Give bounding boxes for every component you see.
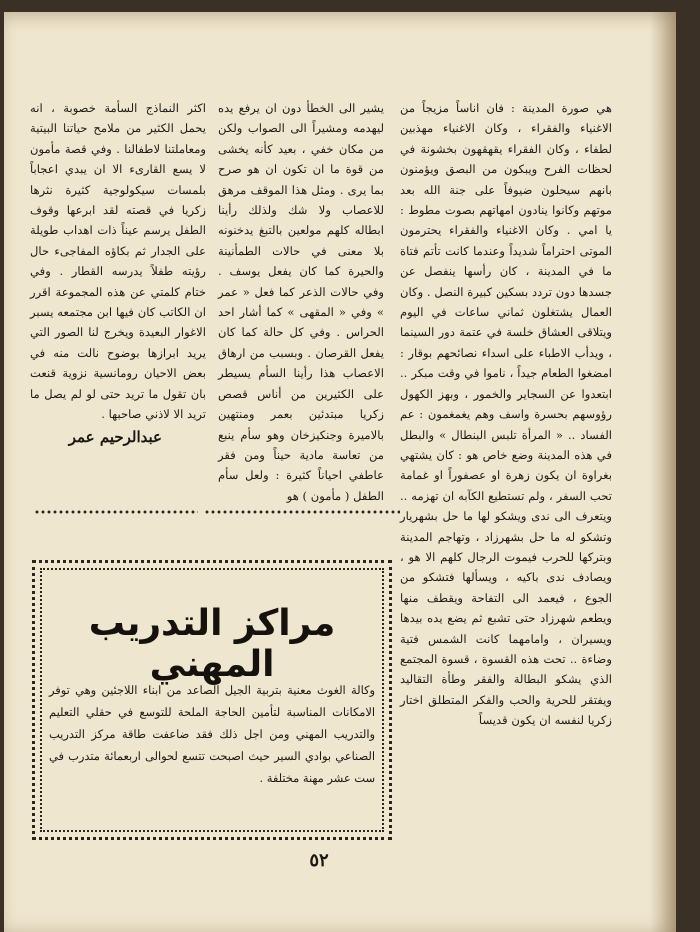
article-paragraph: اكثر النماذج السأمة خصوبة ، انه يحمل الكثير من ملامح حياتنا البيتية ومعاملتنا لاطفالنا . وفي قصة مأمون لا يسع القارىء الا ان يبدي اعجاباً بلمسات سيكولوجية كثيرة نثرها زكريا في قصته لقد ابرعها وقوف الطفل يرسم عيناً ذات اهداب طويلة على الجدار ثم بكاؤه المفاجىء حال رؤيته طفلاً يدرسه القطار . وفي ختام كلمتي عن هذه المجموعة اقرر ان الكاتب كان فيها ابن مجتمعه يسبر الاغوار البعيدة ويخرج لنا الصور التي يريد ابرازها بوضوح نالت منه في بعض الاحيان رومانسية نزوية قنعت بان تقول ما تريد حتى لو لم يصل ما تريد الا لاذني صاحبها . [30,101,206,422]
announcement-title: مراكز التدريب المهني [88,603,336,685]
article-paragraph: هي صورة المدينة : فان اناساً مزيجاً من الاغنياء والفقراء ، وكان الاغنياء مهذبين لطفاء ، وكان الفقراء يقهقهون بخشونة في لحظات الفرح ويبكون من البصق ويؤمنون بانهم سيحلون ضيوفاً على جنة الله بعد موتهم وكانوا ينادون امهاتهم بصوت مطوط : يا امي . وكان الاغنياء والفقراء يحترمون الموتى احتراماً شديداً وعندما كانت تأتم فتاة ما في المدينة ، كان رأسها ينفصل عن جسدها دون تردد بسكين كبيرة النصل . وكان العمال يشتغلون ثماني ساعات في اليوم ويتلاقى العشاق خلسة في عتمة دور السينما ، ويدأب الاطباء على اسداء نصائحهم بوقار : امضغوا الطعام جيداً ، ناموا في وقت مبكر .. ابتعدوا عن السجاير والخمور ، وبهز الكهول رؤوسهم بحسرة واسف وهم يغمغمون : عم الفساد .. « المرأة تلبس البنطال » والبطل في هذه المدينة وضع خاص هو : كان يشتهي بغراوة ان يكون زهرة او عصفوراً او غمامة تحب السفر ، ولم تستطيع الكآبه ان تهزمه .. ويتعرف الى ندى ويشكو لها ما حل بشهريار وتشكو له ما حل بشهرزاد ، وتهاجم المدينة وبتركها للحرب فيموت الرجال كلهم الا هو ، ويصادف ندى باكيه ، ويسألها فتشكو من الجوع ، فيعمد الى التفاحة ويقطف منها ويطعم شهرزاد حتى تشبع ثم يضع يده بيدها ويسيران ، وامامهما كانت الشمس فتية وضاءة .. تحت هذه القسوة ، قسوة المجتمع الذي يشكو البطالة والفقر وطأة التقاليد ويفتقر للحرية والحب والفكر المتطلق اختار زكريا لنفسه ان يكون قديساً [400,101,612,728]
article-column-left [30,98,206,425]
page-number: ٥٢ [309,850,329,871]
ornamental-divider [34,509,198,515]
magazine-page [4,12,676,932]
page-edge-shadow [650,12,676,932]
author-signature: عبدالرحيم عمر [68,428,162,446]
article-paragraph: يشير الى الخطأ دون ان يرفع يده ليهدمه ومشيراً الى الصواب ولكن من مكان خفي ، بعيد كأنه يخشى من قوة ما ان تكون ان هو صرح بما يرى . ومثل هذا الموقف مرهق للاعصاب ولا شك ولذلك رأينا ابطاله كلهم مولعين بالتبغ يدخنونه بلا معنى في حالات الطمأنينة والحيرة كما كان يفعل يوسف . وفي حالات الذعر كما فعل « عمر » وفي « المقهى » كما أشار احد الحراس . وفي كل حالة كما كان يفعل القرصان . وبسبب من ارهاق الاعصاب هذا رأينا السأم يسيطر على الكثيرين من أناس قصص زكريا مبتدئين بعمر ومنتهين بالاميرة وجنكيزخان وهو سأم ينبع من تعاسة مادية حيناً ومن فقر عاطفي احياناً كثيرة : ولعل سأم الطفل ( مأمون ) هو [218,101,384,503]
ornamental-divider [204,509,400,515]
announcement-body: وكالة الغوث معنية بتربية الجيل الصاعد من ابناء اللاجئين وهي توفر الامكانات المناسبة لتأمين الحاجة الملحة للتوسع في حقلي التعليم والتدريب المهني ومن اجل ذلك فقد ضاعفت طاقة مركز التدريب الصناعي بوادي السير حيث اصبحت تتسع لحوالى اربعمائة متدرب في ست عشر مهنة مختلفة . [49,683,375,785]
article-column-right [400,98,612,731]
article-column-middle [218,98,384,506]
announcement-box [32,560,392,840]
